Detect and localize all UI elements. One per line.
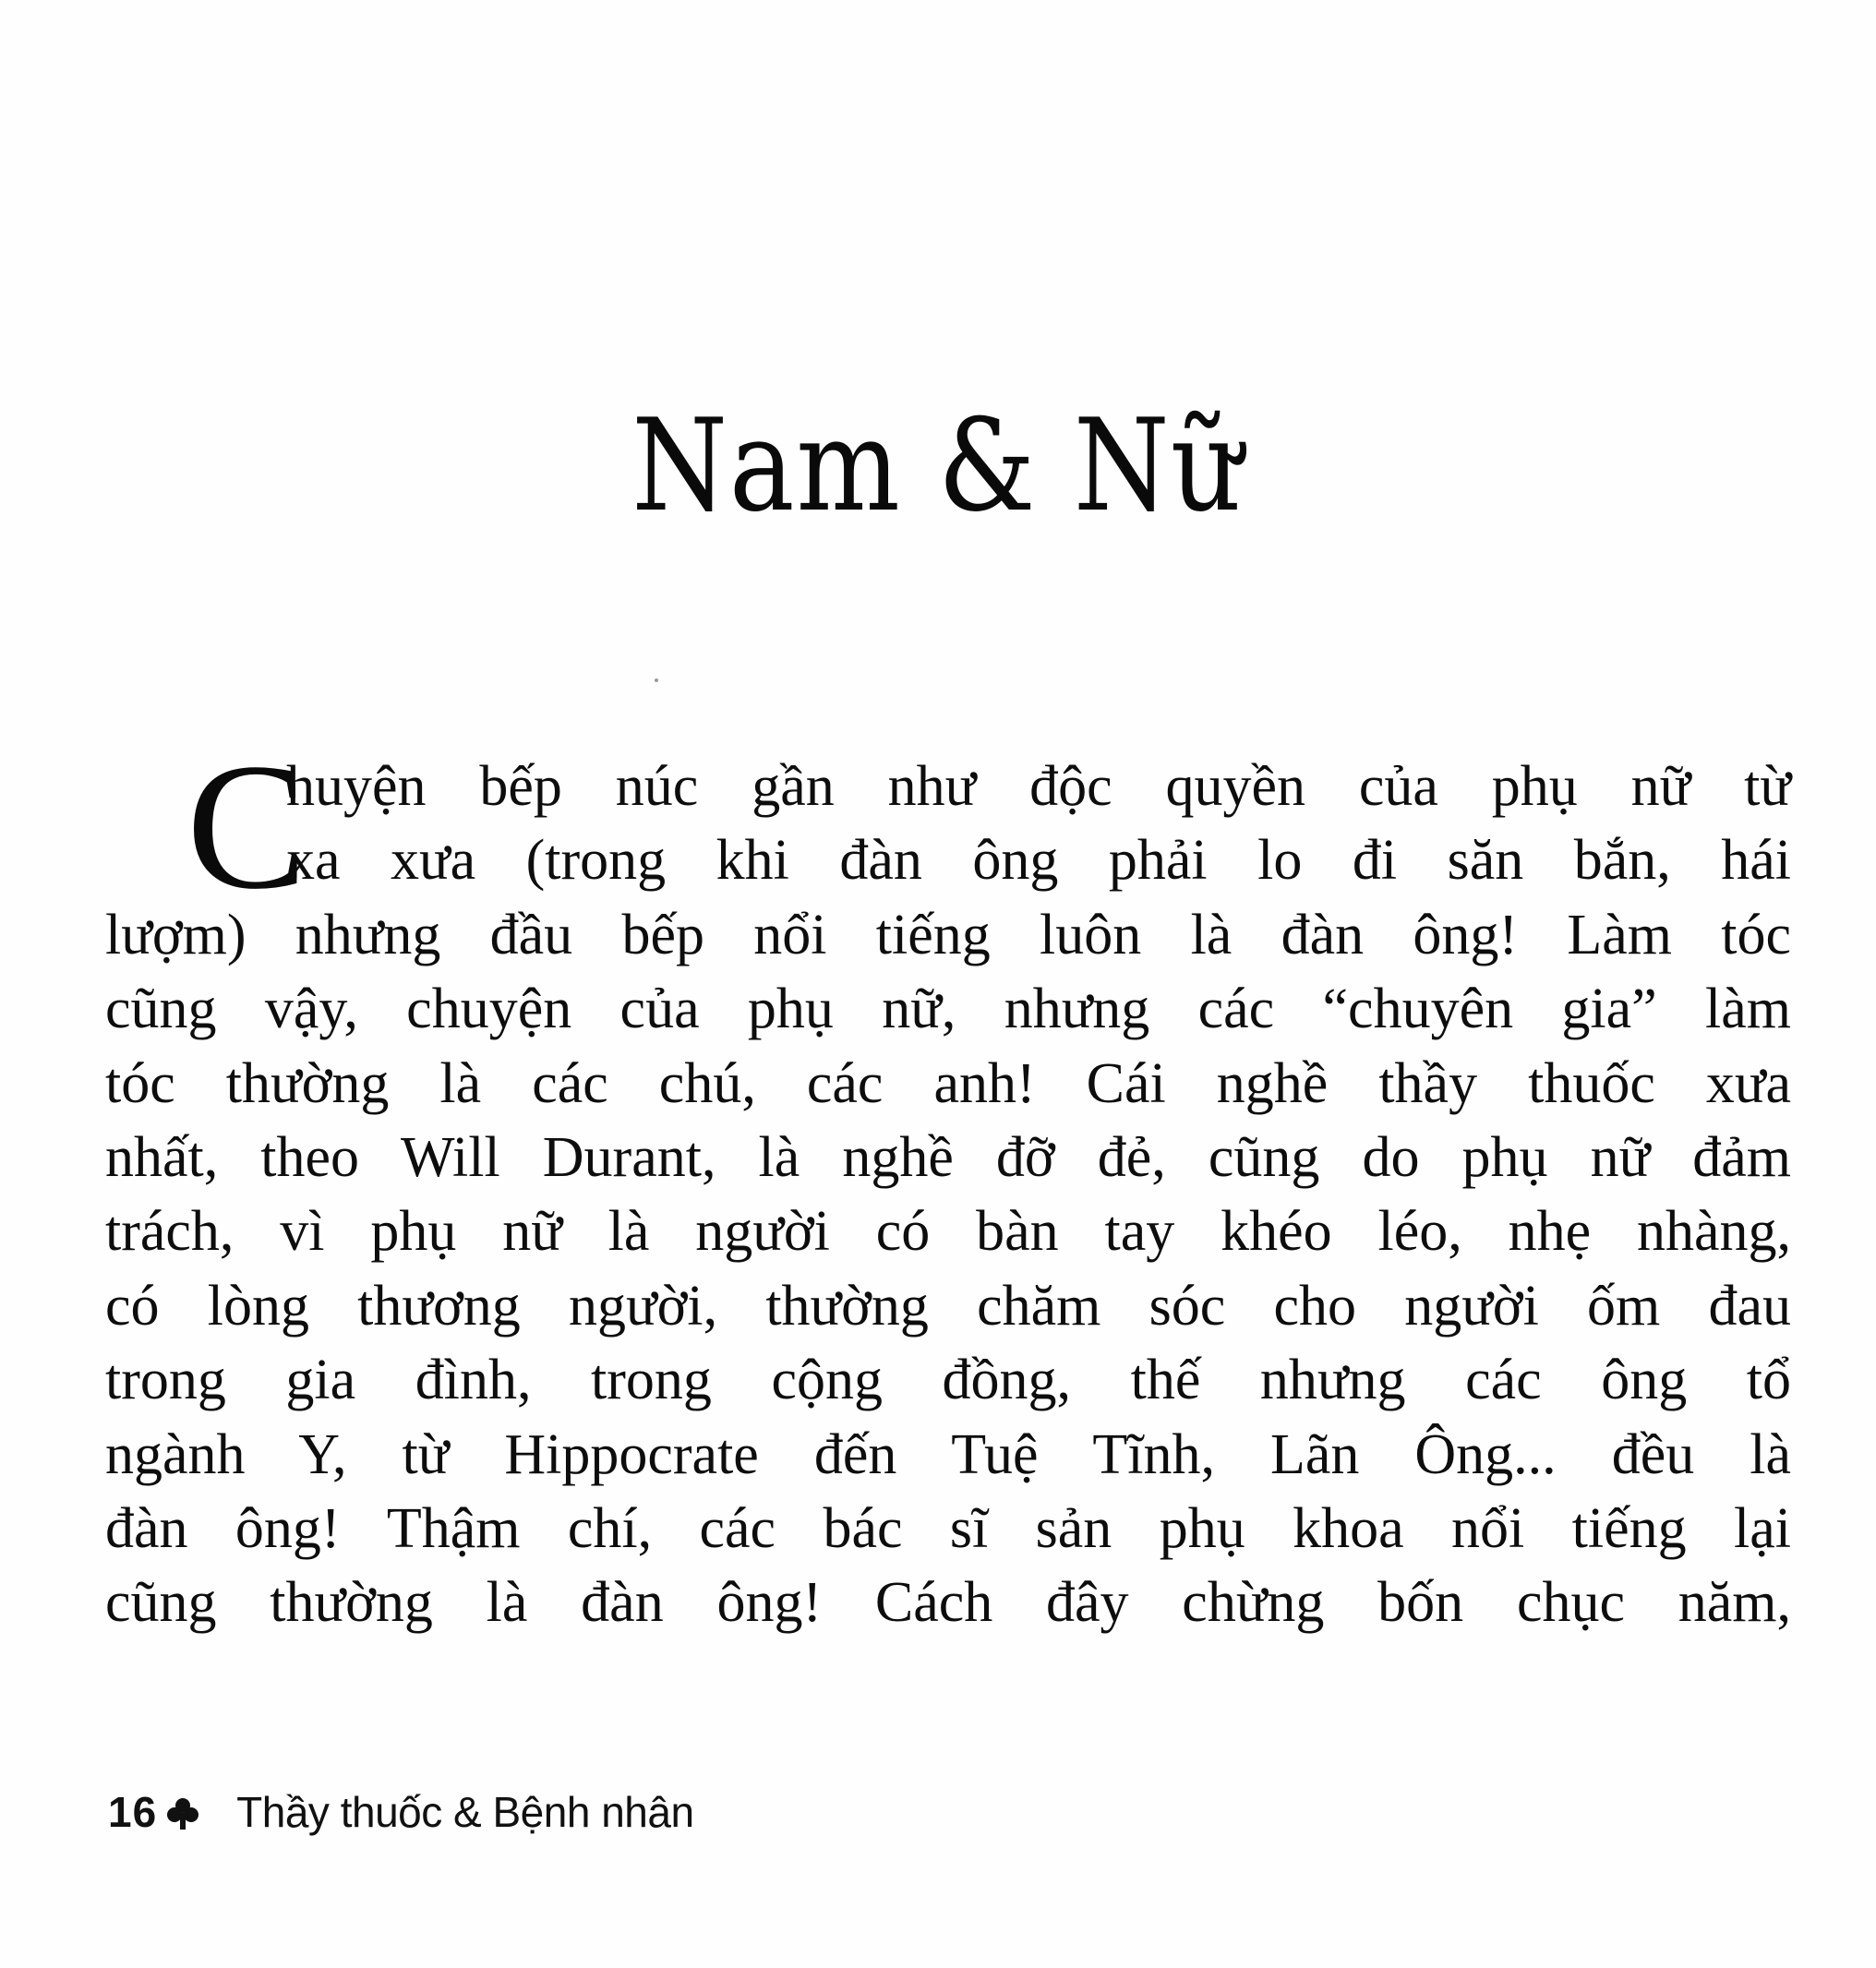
text-line: có lòng thương người, thường chăm sóc cho người ốm đau	[105, 1274, 1791, 1338]
text-line: huyện bếp núc gần như độc quyền của phụ nữ từ	[286, 755, 1791, 818]
text-line: nhất, theo Will Durant, là nghề đỡ đẻ, cũng do phụ nữ đảm	[105, 1125, 1791, 1189]
text-line: cũng vậy, chuyện của phụ nữ, nhưng các “chuyên gia” làm	[105, 978, 1791, 1041]
running-title: Thầy thuốc & Bệnh nhân	[236, 1788, 694, 1836]
page-footer	[108, 1789, 694, 1835]
text-line: trong gia đình, trong cộng đồng, thế nhưng các ông tổ	[105, 1349, 1791, 1412]
chapter-title: Nam & Nữ	[631, 391, 1244, 540]
text-line: cũng thường là đàn ông! Cách đây chừng bốn chục năm,	[105, 1571, 1791, 1635]
club-icon	[166, 1794, 199, 1830]
text-line: ngành Y, từ Hippocrate đến Tuệ Tĩnh, Lãn Ông... đều là	[105, 1422, 1791, 1486]
text-line: xa xưa (trong khi đàn ông phải lo đi săn bắn, hái	[286, 829, 1791, 893]
body-paragraph	[105, 726, 1791, 1640]
text-line: đàn ông! Thậm chí, các bác sĩ sản phụ khoa nổi tiếng lại	[105, 1496, 1791, 1560]
scan-artifact-dot	[655, 678, 658, 682]
text-line: lượm) nhưng đầu bếp nổi tiếng luôn là đàn ông! Làm tóc	[105, 903, 1791, 966]
page-number: 16	[108, 1788, 158, 1836]
text-line: trách, vì phụ nữ là người có bàn tay khéo léo, nhẹ nhàng,	[105, 1200, 1791, 1264]
drop-cap: C	[186, 726, 307, 927]
text-line: tóc thường là các chú, các anh! Cái nghề thầy thuốc xưa	[105, 1051, 1791, 1115]
